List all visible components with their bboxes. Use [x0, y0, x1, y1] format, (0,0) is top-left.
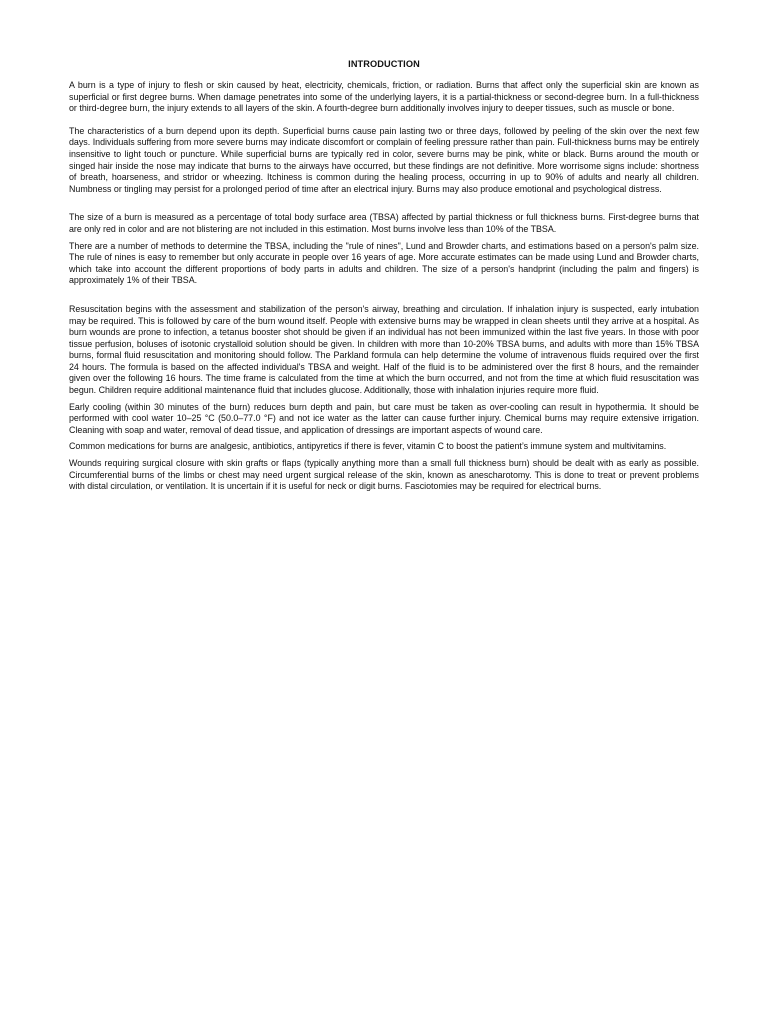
document-page [69, 58, 699, 493]
paragraph-surgery: Wounds requiring surgical closure with skin grafts or flaps (typically anything more than a small full thickness burn) should be dealt with as early as possible. Circumferential burns of the limbs or chest may need urgent surgical release of the skin, known as anescharotomy. This is done to treat or prevent problems with distal circulation, or ventilation. It is uncertain if it is useful for neck or digit burns. Fasciotomies may be required for electrical burns. [69, 458, 699, 492]
paragraph-burn-characteristics: The characteristics of a burn depend upon its depth. Superficial burns cause pain lasting two or three days, followed by peeling of the skin over the next few days. Individuals suffering from more severe burns may indicate discomfort or complain of feeling pressure rather than pain. Full-thickness burns may be entirely insensitive to light touch or puncture. While superficial burns are typically red in color, severe burns may be pink, white or black. Burns around the mouth or singed hair inside the nose may indicate that burns to the airways have occurred, but these findings are not definitive. More worrisome signs include: shortness of breath, hoarseness, and stridor or wheezing. Itchiness is common during the healing process, occurring in up to 90% of adults and nearly all children. Numbness or tingling may persist for a prolonged period of time after an electrical injury. Burns may also produce emotional and psychological distress. [69, 125, 699, 194]
paragraph-medications: Common medications for burns are analgesic, antibiotics, antipyretics if there is fever, vitamin C to boost the patient’s immune system and multivitamins. [69, 441, 667, 452]
paragraph-tbsa-methods: There are a number of methods to determine the TBSA, including the "rule of nines", Lund and Browder charts, and estimations based on a person's palm size. The rule of nines is easy to remember but only accurate in people over 16 years of age. More accurate estimates can be made using Lund and Browder charts, which take into account the different proportions of body parts in adults and children. The size of a person's handprint (including the palm and fingers) is approximately 1% of their TBSA. [69, 240, 699, 286]
document-title: INTRODUCTION [348, 59, 420, 69]
paragraph-early-cooling: Early cooling (within 30 minutes of the burn) reduces burn depth and pain, but care must be taken as over-cooling can result in hypothermia. It should be performed with cool water 10–25 °C (50.0–77.0 °F) and not ice water as the latter can cause further injury. Chemical burns may require extensive irrigation. Cleaning with soap and water, removal of dead tissue, and application of dressings are important aspects of wound care. [69, 401, 699, 435]
paragraph-resuscitation: Resuscitation begins with the assessment and stabilization of the person's airway, breathing and circulation. If inhalation injury is suspected, early intubation may be required. This is followed by care of the burn wound itself. People with extensive burns may be wrapped in clean sheets until they arrive at a hospital. As burn wounds are prone to infection, a tetanus booster shot should be given if an individual has not been immunized within the last five years. In those with poor tissue perfusion, boluses of isotonic crystalloid solution should be given. In children with more than 10-20% TBSA burns, and adults with more than 15% TBSA burns, formal fluid resuscitation and monitoring should follow. The Parkland formula can help determine the volume of intravenous fluids required over the first 24 hours. The formula is based on the affected individual's TBSA and weight. Half of the fluid is to be administered over the first 8 hours, and the remainder given over the following 16 hours. The time frame is calculated from the time at which the burn occurred, and not from the time at which fluid resuscitation was begun. Children require additional maintenance fluid that includes glucose. Additionally, those with inhalation injuries require more fluid. [69, 303, 699, 396]
paragraph-burn-size: The size of a burn is measured as a percentage of total body surface area (TBSA) affected by partial thickness or full thickness burns. First-degree burns that are only red in color and are not blistering are not included in this estimation. Most burns involve less than 10% of the TBSA. [69, 212, 699, 234]
paragraph-burn-definition: A burn is a type of injury to flesh or skin caused by heat, electricity, chemicals, friction, or radiation. Burns that affect only the superficial skin are known as superficial or first degree burns. When damage penetrates into some of the underlying layers, it is a partial-thickness or second-degree burn. In a full-thickness or third-degree burn, the injury extends to all layers of the skin. A fourth-degree burn additionally involves injury to deeper tissues, such as muscle or bone. [69, 80, 699, 114]
